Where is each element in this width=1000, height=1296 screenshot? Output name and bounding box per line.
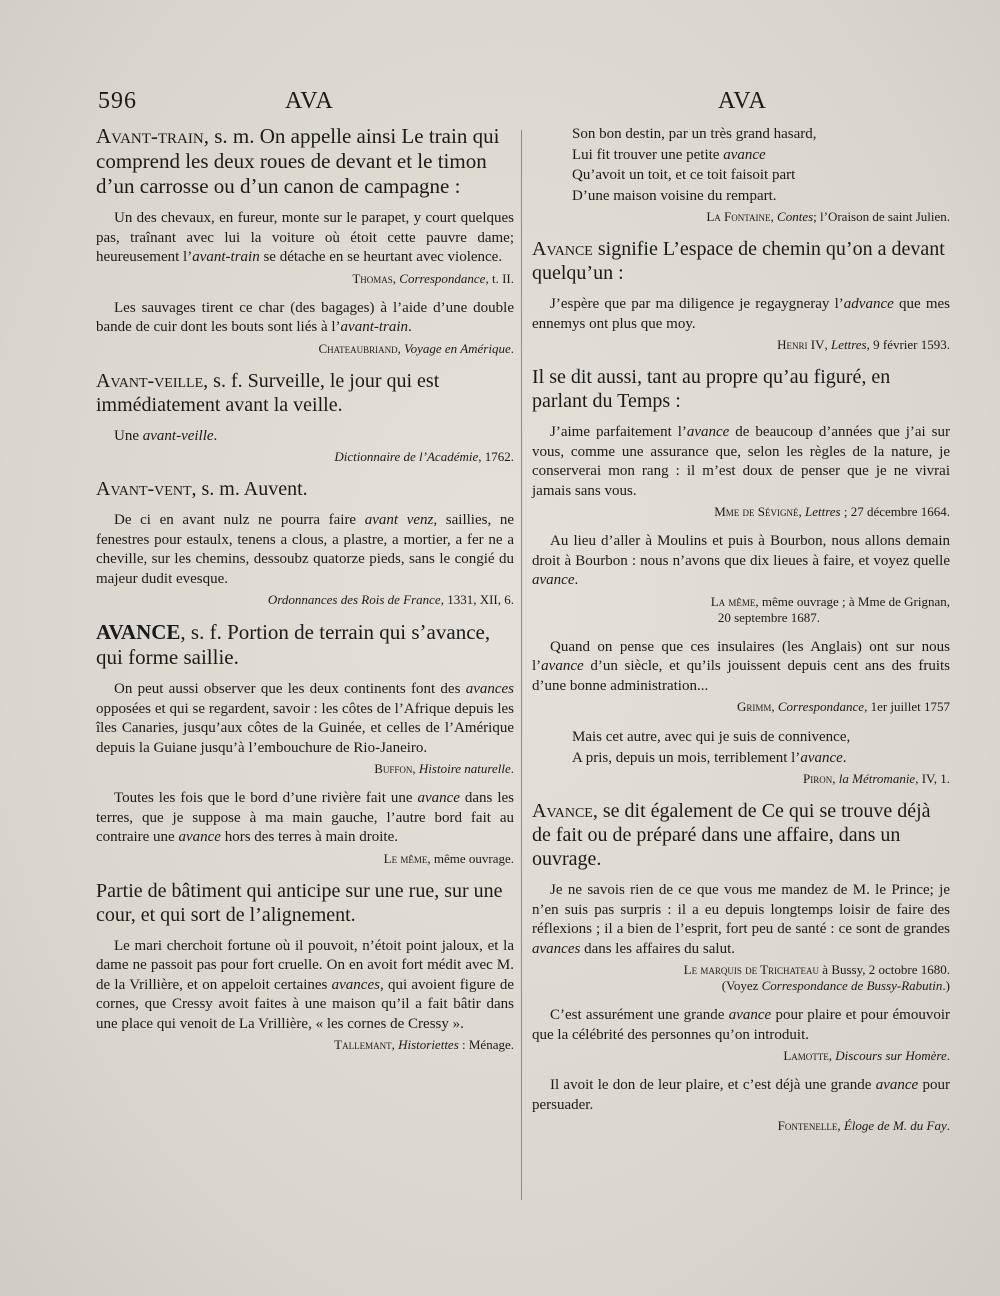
right-column [532, 124, 950, 1146]
entry-avant-train: Avant-train, s. m. On appelle ainsi Le train qui comprend les deux roues de devant et le timon d’un carrosse ou d’un canon de campagne : [96, 124, 500, 198]
citation: Tallemant, Historiettes : Ménage. [334, 1037, 514, 1052]
entry-avant-vent: Avant-vent, s. m. Auvent. [96, 478, 308, 500]
citation: Fontenelle, Éloge de M. du Fay. [777, 1118, 950, 1133]
citation: La Fontaine, Contes; l’Oraison de saint Julien. [706, 209, 950, 224]
quote: Les sauvages tirent ce char (des bagages) à l’aide d’une double bande de cuir dont les bouts sont liés à l’avant-train. [96, 299, 514, 335]
quote: J’espère que par ma diligence je regaygneray l’advance que mes ennemys ont plus que moy. [532, 296, 950, 332]
verse: Mais cet autre, avec qui je suis de connivence, A pris, depuis un mois, terriblement l’avance. [572, 729, 851, 766]
column-divider [521, 130, 522, 1200]
sense-deja: Avance, se dit également de Ce qui se trouve déjà de fait ou de préparé dans une affaire, dans un ouvrage. [532, 800, 931, 870]
citation: Chateaubriand, Voyage en Amérique. [318, 340, 514, 356]
citation: Mme de Sévigné, Lettres ; 27 décembre 1664. [714, 504, 950, 519]
sense-espace: Avance signifie L’espace de chemin qu’on a devant quelqu’un : [532, 238, 945, 284]
citation: La même, même ouvrage ; à Mme de Grignan, [710, 593, 950, 609]
citation: Piron, la Métromanie, IV, 1. [803, 771, 950, 786]
running-head-right: AVA [718, 88, 767, 114]
citation: Grimm, Correspondance, 1er juillet 1757 [736, 699, 950, 714]
citation-date: 20 septembre 1687. [717, 609, 820, 625]
citation: Dictionnaire de l’Académie, 1762. [334, 449, 514, 464]
quote: Il avoit le don de leur plaire, et c’est déjà une grande avance pour persuader. [532, 1077, 950, 1113]
quote: Un des chevaux, en fureur, monte sur le parapet, y court quelques pas, traînant avec lui la voiture où étoit cette pauvre dame; heureusement l’avant-train se détache en se heurtant avec violence. [96, 210, 514, 265]
sense-temps: Il se dit aussi, tant au propre qu’au figuré, en parlant du Temps : [532, 366, 891, 412]
citation: Ordonnances des Rois de France, 1331, XII, 6. [267, 592, 514, 607]
sense-batiment: Partie de bâtiment qui anticipe sur une rue, sur une cour, et qui sort de l’alignement. [96, 879, 503, 926]
quote: Le mari cherchoit fortune où il pouvoit, n’étoit point jaloux, et la dame ne passoit pas pour fort cruelle. On en avoit fort médit avec M. de la Vrillière, et on appeloit certaines avances, qui avoient figure de cornes, que Cressy avoit faites à une maison qu’il a fait bâtir dans une place qui venoit de La Vrillière, « les cornes de Cressy ». [96, 937, 515, 1032]
citation-note: (Voyez Correspondance de Bussy-Rabutin.) [721, 978, 950, 993]
citation: Thomas, Correspondance, t. II. [352, 270, 514, 286]
citation: Henri IV, Lettres, 9 février 1593. [777, 337, 950, 352]
citation: Le marquis de Trichateau à Bussy, 2 octobre 1680. [683, 962, 950, 977]
quote: Au lieu d’aller à Moulins et puis à Bourbon, nous allons demain droit à Bourbon : nous n’avons que dix lieues à faire, et voyez quelle avance. [532, 533, 950, 588]
citation: Buffon, Histoire naturelle. [374, 761, 514, 776]
entry-avance: AVANCE, s. f. Portion de terrain qui s’avance, qui forme saillie. [96, 620, 491, 669]
quote: Quand on pense que ces insulaires (les Anglais) ont sur nous l’avance d’un siècle, et qu’ils jouissent depuis cent ans des fruits d’une bonne administration... [532, 638, 950, 694]
quote: J’aime parfaitement l’avance de beaucoup d’années que j’ai sur vous, comme une assurance que, selon les règles de la nature, je conserverai mon rang : il m’est doux de penser que je ne vivrai jamais sans vous. [532, 424, 951, 499]
quote: Je ne savois rien de ce que vous me mandez de M. le Prince; je n’en suis pas surpris : il a eu depuis longtemps loisir de faire des réflexions ; il a bien de l’esprit, fort peu de santé : ce sont de grandes avances dans les affaires du salut. [532, 882, 950, 957]
quote: C’est assurément une grande avance pour plaire et pour émouvoir que la célébrité des personnes qu’on introduit. [532, 1007, 950, 1043]
quote: Une avant-veille. [114, 427, 218, 444]
running-head-left: AVA [285, 88, 334, 114]
quote: De ci en avant nulz ne pourra faire avant venz, saillies, ne fenestres pour estaulx, tenens a clous, a plastre, a mortier, a fer ne a cheville, sur les chemins, dessoubz quatorze pieds, sans le congié du majeur dudit evesque. [96, 512, 515, 587]
quote: Toutes les fois que le bord d’une rivière fait une avance dans les terres, que je suppose à ma main gauche, l’autre bord fait au contraire une avance hors des terres à main droite. [96, 790, 514, 845]
citation: Le même, même ouvrage. [383, 850, 514, 866]
left-column [96, 124, 514, 1065]
page-number: 596 [98, 88, 137, 114]
quote: On peut aussi observer que les deux continents font des avances opposées et qui se regardent, savoir : les côtes de l’Afrique depuis les îles Canaries, jusqu’aux côtes de la Guinée, et celles de l’Amérique depuis la Guiane jusqu’à l’embouchure de Rio-Janeiro. [96, 681, 514, 756]
verse: Son bon destin, par un très grand hasard, Lui fit trouver une petite avance Qu’avoit un toit, et ce toit faisoit part D’une maison voisine du rempart. [572, 126, 817, 204]
citation: Lamotte, Discours sur Homère. [783, 1048, 950, 1063]
entry-avant-veille: Avant-veille, s. f. Surveille, le jour qui est immédiatement avant la veille. [96, 369, 440, 416]
